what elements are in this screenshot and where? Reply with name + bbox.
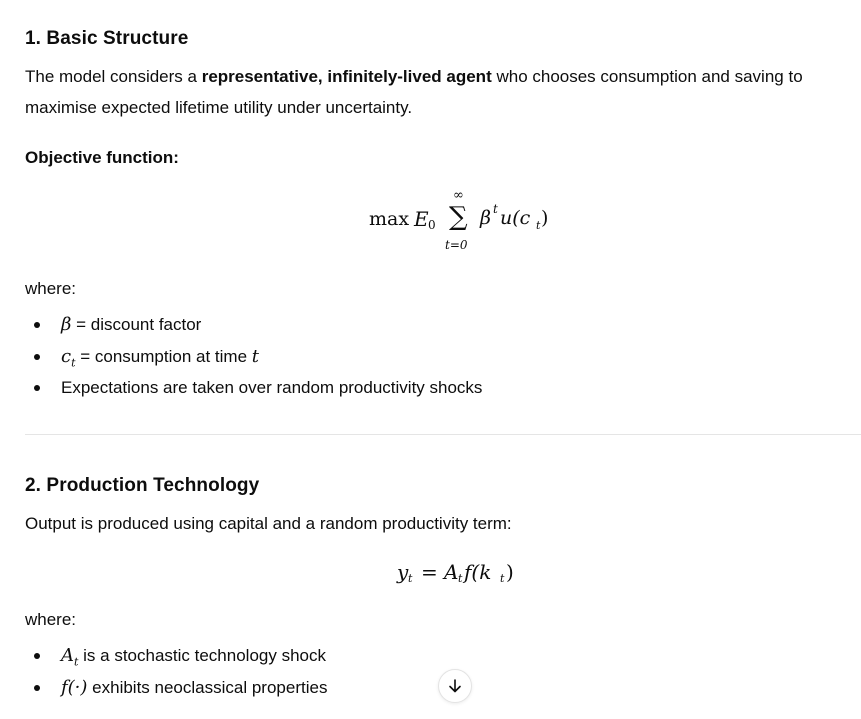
beta-symbol: β bbox=[61, 314, 72, 335]
c-symbol-sub: t bbox=[71, 355, 76, 369]
eq-production-fn: f(k bbox=[464, 560, 492, 584]
production-equation bbox=[397, 558, 527, 590]
eq-expectation: E bbox=[414, 207, 429, 231]
eq-production-close: ) bbox=[506, 560, 514, 584]
where-label-2: where: bbox=[25, 610, 77, 629]
f-symbol: f(·) bbox=[61, 676, 88, 698]
eq-sum-bottom: t=0 bbox=[445, 238, 468, 252]
eq-capital-sub: t bbox=[500, 572, 505, 585]
bullet-text: Expectations are taken over random productivity shocks bbox=[61, 378, 483, 397]
eq-tech: A bbox=[444, 560, 459, 584]
eq-utility-close: ) bbox=[541, 207, 549, 229]
scroll-to-bottom-button[interactable] bbox=[438, 669, 472, 703]
t-symbol: t bbox=[251, 345, 259, 367]
c-symbol: c bbox=[61, 345, 72, 367]
bullet-list-1 bbox=[25, 309, 482, 404]
eq-equals: = bbox=[421, 560, 438, 584]
list-item bbox=[25, 672, 327, 704]
arrow-down-icon bbox=[447, 678, 463, 694]
eq-sum-sign: ∑ bbox=[449, 202, 468, 232]
list-item bbox=[25, 372, 482, 404]
bullet-text: = discount factor bbox=[71, 315, 202, 334]
bullet-list-2 bbox=[25, 640, 327, 703]
bullet-text: exhibits neoclassical properties bbox=[87, 677, 328, 697]
list-item bbox=[25, 341, 482, 373]
a-symbol: A bbox=[61, 645, 74, 666]
intro-text-pre: The model considers a bbox=[25, 67, 202, 86]
eq-sum-top: ∞ bbox=[453, 188, 464, 203]
intro-paragraph bbox=[25, 61, 845, 123]
list-item bbox=[25, 309, 482, 341]
production-intro: Output is produced using capital and a random productivity term: bbox=[25, 514, 512, 533]
bullet-text: = consumption at time bbox=[75, 346, 252, 366]
eq-beta-sup: t bbox=[493, 202, 498, 216]
a-symbol-sub: t bbox=[74, 655, 79, 669]
eq-utility: u(c bbox=[500, 207, 531, 229]
objective-equation bbox=[369, 186, 559, 258]
intro-text-bold: representative, infinitely-lived agent bbox=[201, 67, 492, 86]
eq-max: max bbox=[369, 208, 410, 230]
list-item bbox=[25, 640, 327, 672]
section-heading-production-technology: 2. Production Technology bbox=[25, 475, 260, 496]
where-label-1: where: bbox=[25, 279, 77, 298]
eq-beta: β bbox=[480, 207, 491, 229]
eq-output: y bbox=[397, 560, 409, 584]
section-heading-basic-structure: 1. Basic Structure bbox=[25, 28, 189, 49]
eq-tech-sub: t bbox=[458, 572, 463, 585]
eq-output-sub: t bbox=[408, 572, 413, 585]
eq-utility-sub: t bbox=[536, 219, 541, 232]
section-divider bbox=[25, 434, 861, 435]
intro-text-post: who chooses consumption and saving to maximise expected lifetime utility under uncertainty. bbox=[25, 67, 803, 117]
eq-expectation-sub: 0 bbox=[428, 218, 436, 232]
bullet-text: is a stochastic technology shock bbox=[78, 646, 326, 665]
objective-label: Objective function: bbox=[25, 148, 179, 167]
